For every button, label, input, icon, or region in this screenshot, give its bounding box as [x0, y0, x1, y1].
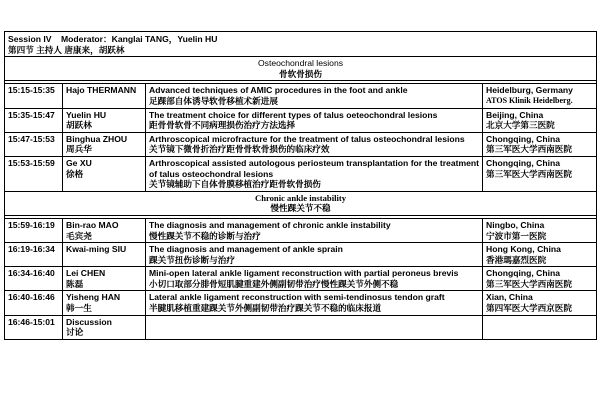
session-title: Session IV Moderator：Kanglai TANG，Yuelin HU: [8, 34, 218, 44]
section-title: Chronic ankle instability: [254, 192, 347, 203]
section-title-cn: 骨软骨损伤: [279, 68, 322, 79]
topic-cell: [146, 132, 483, 156]
topic-title-cn: 距骨骨软骨不同病理损伤治疗方法选择: [149, 120, 296, 131]
speaker-cell: [63, 84, 146, 108]
place-cell: [483, 218, 597, 242]
speaker-name-cn: 毛宾尧: [66, 230, 92, 241]
place-hospital: 第三军医大学西南医院: [486, 278, 572, 289]
table-row: [5, 218, 597, 242]
topic-cell: [146, 243, 483, 267]
place-city: Heidelburg, Germany: [486, 85, 573, 96]
place-cell: [483, 267, 597, 291]
topic-cell: [146, 84, 483, 108]
time-cell: 15:47-15:53: [5, 132, 63, 156]
time-cell: 15:15-15:35: [5, 84, 63, 108]
time-cell: 15:35-15:47: [5, 108, 63, 132]
section-header: [5, 57, 597, 81]
session-header-row: [5, 32, 597, 57]
speaker-name-cn: 陈磊: [66, 278, 84, 289]
program-table: [4, 31, 597, 340]
place-cell: [483, 132, 597, 156]
topic-cell: [146, 108, 483, 132]
topic-title-cn: 慢性踝关节不稳的诊断与治疗: [149, 230, 261, 241]
place-city: Ningbo, China: [486, 219, 545, 230]
place-cell: [483, 84, 597, 108]
section-title: Osteochondral lesions: [258, 58, 344, 69]
speaker-name: Hajo THERMANN: [66, 85, 137, 96]
speaker-cell: [63, 267, 146, 291]
table-row: [5, 267, 597, 291]
topic-cell: [146, 156, 483, 191]
topic-title-cn: 关节镜辅助下自体骨膜移植治疗距骨软骨损伤: [149, 179, 321, 190]
section-title-cn: 慢性踝关节不稳: [270, 203, 331, 214]
topic-title-cn: 半腱肌移植重建踝关节外侧副韧带治疗踝关节不稳的临床报道: [149, 303, 382, 314]
topic-title: The diagnosis and management of ankle sprain: [149, 244, 343, 255]
session-header: [5, 32, 597, 57]
speaker-name: Discussion: [66, 316, 112, 327]
place-cell: [483, 243, 597, 267]
place-cell: [483, 291, 597, 315]
topic-title: The diagnosis and management of chronic ankle instability: [149, 219, 391, 230]
topic-title: Mini-open lateral ankle ligament reconstruction with partial peroneus brevis: [149, 268, 459, 279]
place-city: Chongqing, China: [486, 133, 560, 144]
speaker-name: Bin-rao MAO: [66, 219, 119, 230]
topic-title-cn: 关节镜下微骨折治疗距骨骨软骨损伤的临床疗效: [149, 144, 330, 155]
time-cell: 16:46-15:01: [5, 315, 63, 339]
program-sheet: [4, 31, 596, 340]
table-row: [5, 84, 597, 108]
topic-title: Arthroscopical assisted autologous periosteum transplantation for the treatment of talus osteochondral lesions: [149, 157, 479, 179]
topic-title: Arthroscopical microfracture for the treatment of talus osteochondral lesions: [149, 133, 465, 144]
table-row: [5, 291, 597, 315]
place-city: Xian, China: [486, 292, 533, 303]
place-hospital: 第三军医大学西南医院: [486, 168, 572, 179]
time-cell: 16:40-16:46: [5, 291, 63, 315]
speaker-name: Binghua ZHOU: [66, 133, 128, 144]
topic-title-cn: 小切口取部分腓骨短肌腱重建外侧副韧带治疗慢性踝关节外侧不稳: [149, 278, 399, 289]
topic-title-cn: 足踝部自体诱导软骨移植术新进展: [149, 95, 278, 106]
speaker-name-cn: 讨论: [66, 327, 84, 338]
speaker-cell: [63, 243, 146, 267]
speaker-name: Yuelin HU: [66, 109, 107, 120]
place-cell: [483, 156, 597, 191]
place-city: Beijing, China: [486, 109, 544, 120]
topic-title-cn: 踝关节扭伤诊断与治疗: [149, 254, 235, 265]
topic-title: Advanced techniques of AMIC procedures in the foot and ankle: [149, 85, 408, 96]
place-hospital: 香港瑪嘉烈医院: [486, 254, 547, 265]
speaker-name-cn: 周兵华: [66, 144, 92, 155]
table-row: [5, 108, 597, 132]
table-row: [5, 243, 597, 267]
place-hospital: 北京大学第三医院: [486, 120, 555, 131]
speaker-cell: [63, 315, 146, 339]
place-hospital: ATOS Klinik Heidelberg.: [486, 95, 573, 105]
speaker-name: Yisheng HAN: [66, 292, 121, 303]
place-cell: [483, 108, 597, 132]
time-cell: 15:53-15:59: [5, 156, 63, 191]
place-hospital: 第四军医大学西京医院: [486, 303, 572, 314]
section-header: [5, 191, 597, 215]
table-row: [5, 315, 597, 339]
place-hospital: 宁波市第一医院: [486, 230, 547, 241]
session-title-cn: 第四节 主持人 唐康来，胡跃林: [8, 44, 125, 55]
table-row: [5, 156, 597, 191]
topic-cell: [146, 291, 483, 315]
speaker-name: Kwai-ming SIU: [66, 244, 127, 255]
topic-title: The treatment choice for different types of talus oeteochondral lesions: [149, 109, 438, 120]
time-cell: 16:19-16:34: [5, 243, 63, 267]
speaker-name-cn: 徐格: [66, 168, 84, 179]
time-cell: 16:34-16:40: [5, 267, 63, 291]
section-header-row: [5, 57, 597, 81]
speaker-cell: [63, 132, 146, 156]
place-city: Chongqing, China: [486, 268, 560, 279]
place-city: Chongqing, China: [486, 157, 560, 168]
topic-cell: [146, 267, 483, 291]
place-city: Hong Kong, China: [486, 244, 561, 255]
place-cell: [483, 315, 597, 339]
topic-cell: [146, 315, 483, 339]
place-hospital: 第三军医大学西南医院: [486, 144, 572, 155]
table-row: [5, 132, 597, 156]
topic-cell: [146, 218, 483, 242]
speaker-cell: [63, 218, 146, 242]
time-cell: 15:59-16:19: [5, 218, 63, 242]
speaker-cell: [63, 108, 146, 132]
section-header-row: [5, 191, 597, 215]
speaker-name: Lei CHEN: [66, 268, 106, 279]
speaker-name-cn: 胡跃林: [66, 120, 92, 131]
speaker-name: Ge XU: [66, 157, 92, 168]
speaker-name-cn: 韩一生: [66, 303, 92, 314]
speaker-cell: [63, 291, 146, 315]
speaker-cell: [63, 156, 146, 191]
topic-title: Lateral ankle ligament reconstruction with semi-tendinosus tendon graft: [149, 292, 445, 303]
